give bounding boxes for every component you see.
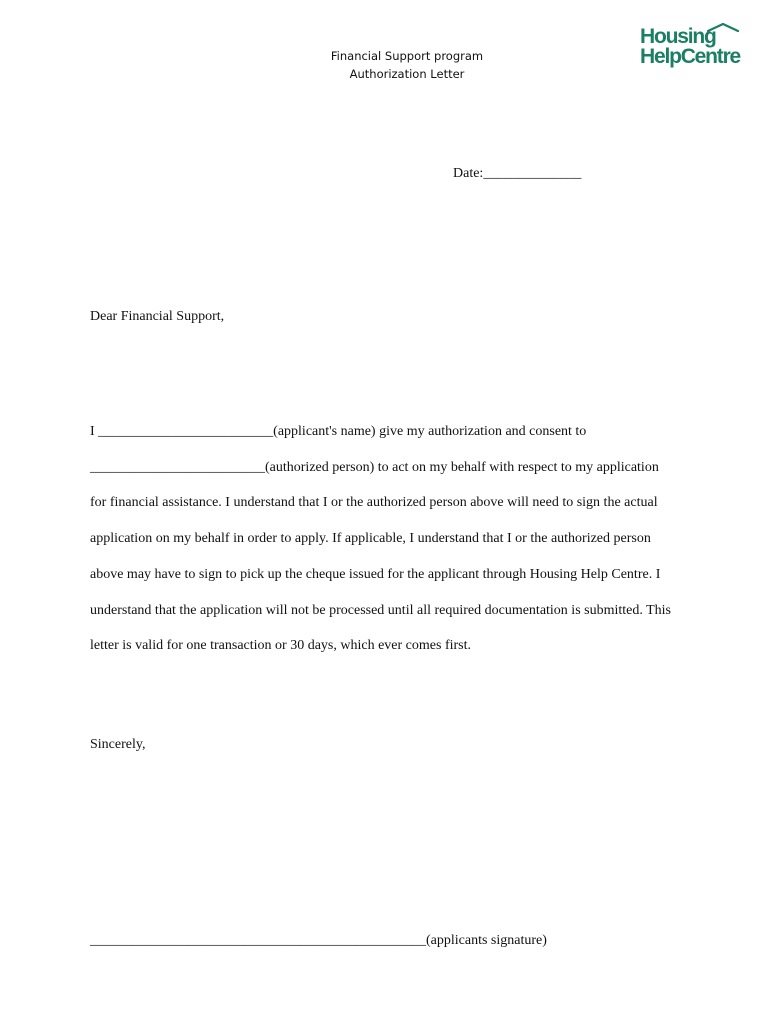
- body-line: for financial assistance. I understand that I or the authorized person above will need to sign the actual: [90, 495, 658, 511]
- date-field: Date:______________: [453, 166, 582, 181]
- body-line: understand that the application will not be processed until all required documentation is submitted. This: [90, 602, 672, 618]
- logo-text-housing: Housing: [640, 25, 716, 48]
- document-header: [200, 47, 614, 83]
- signature-field: ________________________________________________(applicants signature): [90, 933, 547, 948]
- body-line: above may have to sign to pick up the cheque issued for the applicant through Housing Help Centre. I: [90, 566, 661, 582]
- body-line: I _________________________(applicant's name) give my authorization and consent to: [90, 424, 587, 439]
- salutation: Dear Financial Support,: [90, 309, 225, 324]
- body-line: letter is valid for one transaction or 30 days, which ever comes first.: [90, 638, 471, 654]
- body-line: application on my behalf in order to apply. If applicable, I understand that I or the authorized person: [90, 531, 651, 547]
- closing: Sincerely,: [90, 737, 146, 752]
- housing-help-centre-logo: [640, 26, 755, 70]
- body-line: _________________________(authorized person) to act on my behalf with respect to my application: [90, 459, 659, 475]
- header-program-title: Financial Support program: [330, 49, 484, 63]
- letter-body: [90, 414, 730, 664]
- logo-text-helpcentre: HelpCentre: [640, 45, 741, 68]
- header-letter-title: Authorization Letter: [349, 67, 465, 81]
